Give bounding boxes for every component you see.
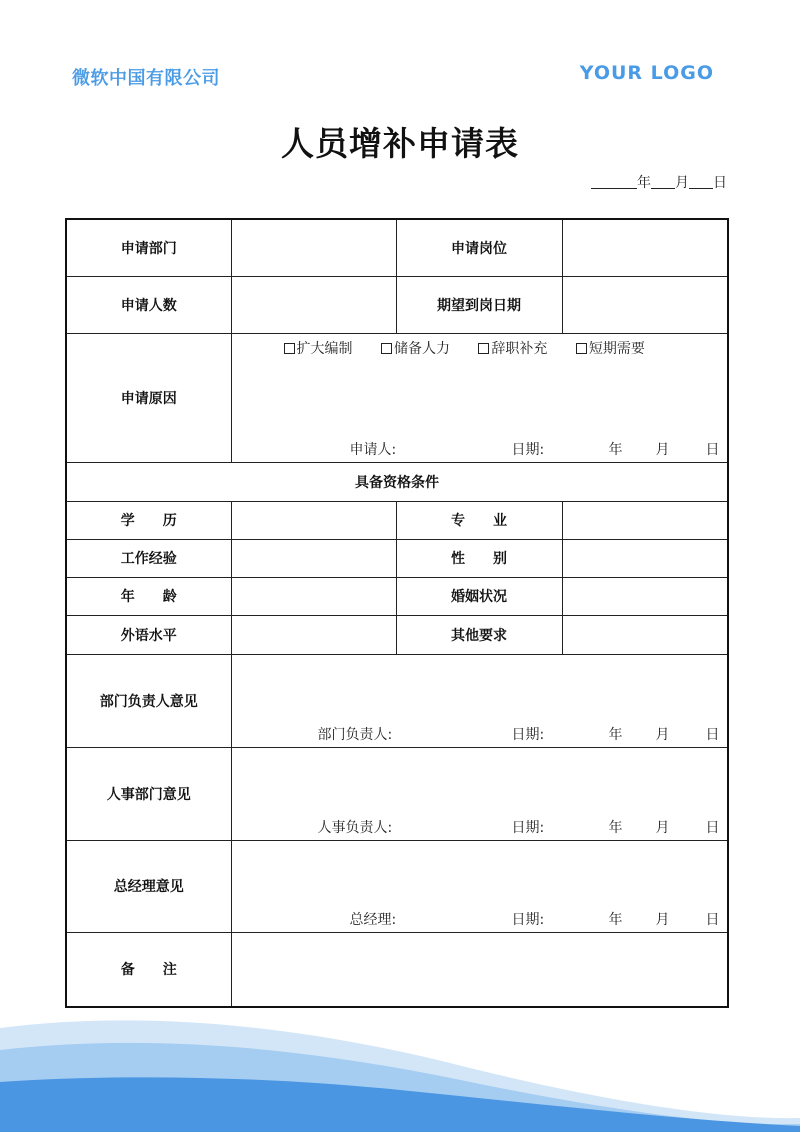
apply-post-field[interactable]: [562, 219, 728, 276]
applicant-sign-row: [232, 439, 728, 457]
day-unit: 日: [705, 727, 720, 743]
education-field[interactable]: [231, 501, 396, 539]
checkbox-icon[interactable]: [576, 343, 587, 354]
checkbox-icon[interactable]: [284, 343, 295, 354]
marital-label: 婚姻状况: [396, 577, 562, 615]
age-label: 年 龄: [66, 577, 231, 615]
hr-opinion-cell[interactable]: [231, 747, 728, 840]
gm-label: 总经理:: [349, 912, 397, 928]
date-label: 日期:: [511, 912, 545, 928]
month-unit: 月: [655, 442, 670, 458]
dept-head-label: 部门负责人:: [317, 727, 393, 743]
apply-count-label: 申请人数: [66, 276, 231, 333]
apply-dept-field[interactable]: [231, 219, 396, 276]
option-resign-replace[interactable]: 辞职补充: [478, 338, 547, 358]
date-label: 日期:: [511, 727, 545, 743]
month-unit: 月: [675, 175, 689, 191]
dept-opinion-cell[interactable]: [231, 654, 728, 747]
remarks-label: 备 注: [66, 932, 231, 1007]
option-short-term[interactable]: 短期需要: [576, 338, 645, 358]
experience-field[interactable]: [231, 539, 396, 577]
expected-date-label: 期望到岗日期: [396, 276, 562, 333]
reason-cell[interactable]: [231, 333, 728, 462]
day-unit: 日: [705, 442, 720, 458]
language-label: 外语水平: [66, 615, 231, 654]
hr-head-label: 人事负责人:: [317, 820, 393, 836]
other-label: 其他要求: [396, 615, 562, 654]
checkbox-icon[interactable]: [478, 343, 489, 354]
year-blank[interactable]: [591, 175, 637, 189]
reason-options: [284, 338, 728, 358]
page-title: 人员增补申请表: [281, 124, 519, 163]
year-unit: 年: [608, 727, 623, 743]
applicant-label: 申请人:: [349, 442, 397, 458]
hr-opinion-label: 人事部门意见: [66, 747, 231, 840]
experience-label: 工作经验: [66, 539, 231, 577]
month-blank[interactable]: [651, 175, 675, 189]
decorative-wave: [0, 1010, 800, 1132]
year-unit: 年: [608, 820, 623, 836]
year-unit: 年: [608, 912, 623, 928]
day-unit: 日: [705, 820, 720, 836]
gender-label: 性 别: [396, 539, 562, 577]
apply-count-field[interactable]: [231, 276, 396, 333]
marital-field[interactable]: [562, 577, 728, 615]
header-date-line: [591, 172, 727, 192]
gm-opinion-cell[interactable]: [231, 840, 728, 932]
apply-post-label: 申请岗位: [396, 219, 562, 276]
major-label: 专 业: [396, 501, 562, 539]
gender-field[interactable]: [562, 539, 728, 577]
dept-sign-row: [232, 724, 728, 742]
qualification-header: 具备资格条件: [66, 462, 728, 501]
year-unit: 年: [608, 442, 623, 458]
option-expand[interactable]: 扩大编制: [284, 338, 353, 358]
language-field[interactable]: [231, 615, 396, 654]
logo-text: YOUR LOGO: [579, 62, 714, 84]
day-blank[interactable]: [689, 175, 713, 189]
month-unit: 月: [655, 820, 670, 836]
expected-date-field[interactable]: [562, 276, 728, 333]
application-form-table: [65, 218, 729, 1008]
education-label: 学 历: [66, 501, 231, 539]
major-field[interactable]: [562, 501, 728, 539]
option-reserve[interactable]: 储备人力: [381, 338, 450, 358]
checkbox-icon[interactable]: [381, 343, 392, 354]
date-label: 日期:: [511, 442, 545, 458]
other-field[interactable]: [562, 615, 728, 654]
year-unit: 年: [637, 175, 651, 191]
dept-opinion-label: 部门负责人意见: [66, 654, 231, 747]
reason-label: 申请原因: [66, 333, 231, 462]
date-label: 日期:: [511, 820, 545, 836]
month-unit: 月: [655, 727, 670, 743]
company-name: 微软中国有限公司: [72, 68, 220, 89]
hr-sign-row: [232, 817, 728, 835]
month-unit: 月: [655, 912, 670, 928]
remarks-field[interactable]: [231, 932, 728, 1007]
apply-dept-label: 申请部门: [66, 219, 231, 276]
age-field[interactable]: [231, 577, 396, 615]
day-unit: 日: [713, 175, 727, 191]
gm-opinion-label: 总经理意见: [66, 840, 231, 932]
day-unit: 日: [705, 912, 720, 928]
gm-sign-row: [232, 909, 728, 927]
